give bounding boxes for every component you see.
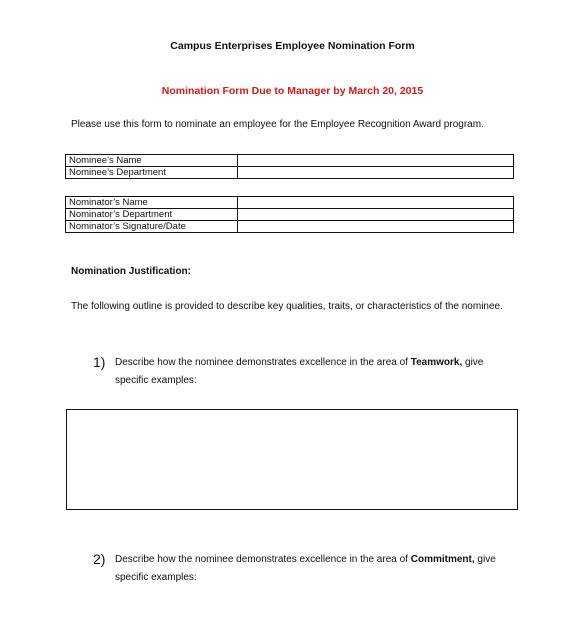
table-row xyxy=(66,155,514,167)
question-line-2: specific examples: xyxy=(115,572,197,583)
outline-text: The following outline is provided to describe key qualities, traits, or characteristics of the nominee. xyxy=(71,301,503,312)
nominator-department-field[interactable] xyxy=(238,209,514,221)
form-title: Campus Enterprises Employee Nomination Form xyxy=(170,40,415,52)
question-prefix: Describe how the nominee demonstrates excellence in the area of xyxy=(115,554,411,565)
question-number: 2) xyxy=(93,551,106,567)
nominator-name-label: Nominator’s Name xyxy=(66,197,238,209)
nominee-department-label: Nominee’s Department xyxy=(66,167,238,179)
question-number: 1) xyxy=(93,354,106,370)
question-line xyxy=(115,554,496,565)
question-suffix: give xyxy=(462,357,484,368)
nominator-department-label: Nominator’s Department xyxy=(66,209,238,221)
justification-heading: Nomination Justification: xyxy=(71,266,191,277)
question-prefix: Describe how the nominee demonstrates excellence in the area of xyxy=(115,357,411,368)
nominee-table xyxy=(65,154,514,179)
table-row xyxy=(66,221,514,233)
nominator-signature-field[interactable] xyxy=(238,221,514,233)
question-line-2: specific examples: xyxy=(115,375,197,386)
question-keyword: Teamwork, xyxy=(410,357,463,368)
question-line xyxy=(115,357,483,368)
table-row xyxy=(66,197,514,209)
table-row xyxy=(66,167,514,179)
nominee-name-field[interactable] xyxy=(238,155,514,167)
question-keyword: Commitment, xyxy=(410,554,475,565)
table-row xyxy=(66,209,514,221)
due-notice: Nomination Form Due to Manager by March 20, 2015 xyxy=(161,85,424,97)
question-suffix: give xyxy=(474,554,496,565)
nominee-department-field[interactable] xyxy=(238,167,514,179)
teamwork-answer-box[interactable] xyxy=(66,409,518,510)
nominator-name-field[interactable] xyxy=(238,197,514,209)
nominator-table xyxy=(65,196,514,233)
nominator-signature-label: Nominator’s Signature/Date xyxy=(66,221,238,233)
intro-text: Please use this form to nominate an employee for the Employee Recognition Award program. xyxy=(71,119,484,130)
nominee-name-label: Nominee’s Name xyxy=(66,155,238,167)
